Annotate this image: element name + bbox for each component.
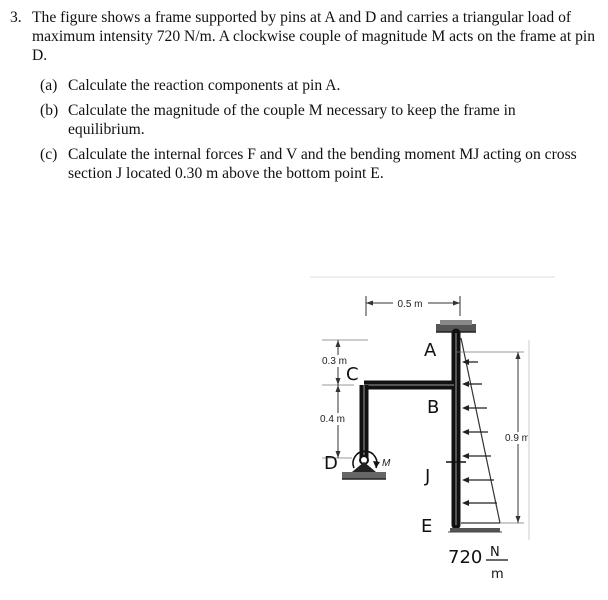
label-E: E	[421, 516, 433, 537]
load-intensity	[448, 545, 508, 582]
couple-M	[353, 451, 391, 469]
triangular-load	[461, 338, 500, 523]
load-unit-bottom: m	[491, 567, 504, 582]
part-c-text: Calculate the internal forces F and V and the bending moment MJ acting on cross section J located 0.30 m above the bottom point E.	[68, 146, 577, 182]
dim-top-width	[366, 296, 460, 316]
part-b-label: (b)	[40, 102, 59, 119]
support-D	[342, 456, 386, 479]
point-E-base	[448, 528, 502, 532]
load-unit-top: N	[490, 545, 500, 560]
frame-members	[364, 333, 456, 525]
label-J: J	[425, 466, 431, 487]
dim-top-width-label: 0.5 m	[397, 299, 423, 310]
dim-right	[456, 352, 530, 523]
couple-M-label: M	[382, 458, 391, 469]
dim-right-label: 0.9 m	[505, 433, 531, 444]
load-value: 720	[448, 547, 483, 568]
label-B: B	[427, 397, 440, 418]
part-b-text: Calculate the magnitude of the couple M necessary to keep the frame in equilibrium.	[68, 102, 516, 138]
dim-left-lower-label: 0.4 m	[320, 414, 346, 425]
part-c-label: (c)	[40, 146, 58, 163]
problem-statement: The figure shows a frame supported by pins at A and D and carries a triangular load of maximum intensity 720 N/m. A clockwise couple of magnitude M acts on the frame at pin D.	[32, 9, 595, 64]
label-A: A	[424, 340, 437, 361]
label-C: C	[346, 364, 359, 385]
part-a-text: Calculate the reaction components at pin A.	[68, 77, 341, 94]
dim-left-upper-label: 0.3 m	[322, 356, 348, 367]
problem-number: 3.	[10, 9, 22, 26]
label-D: D	[324, 453, 338, 474]
part-a-label: (a)	[40, 77, 58, 94]
